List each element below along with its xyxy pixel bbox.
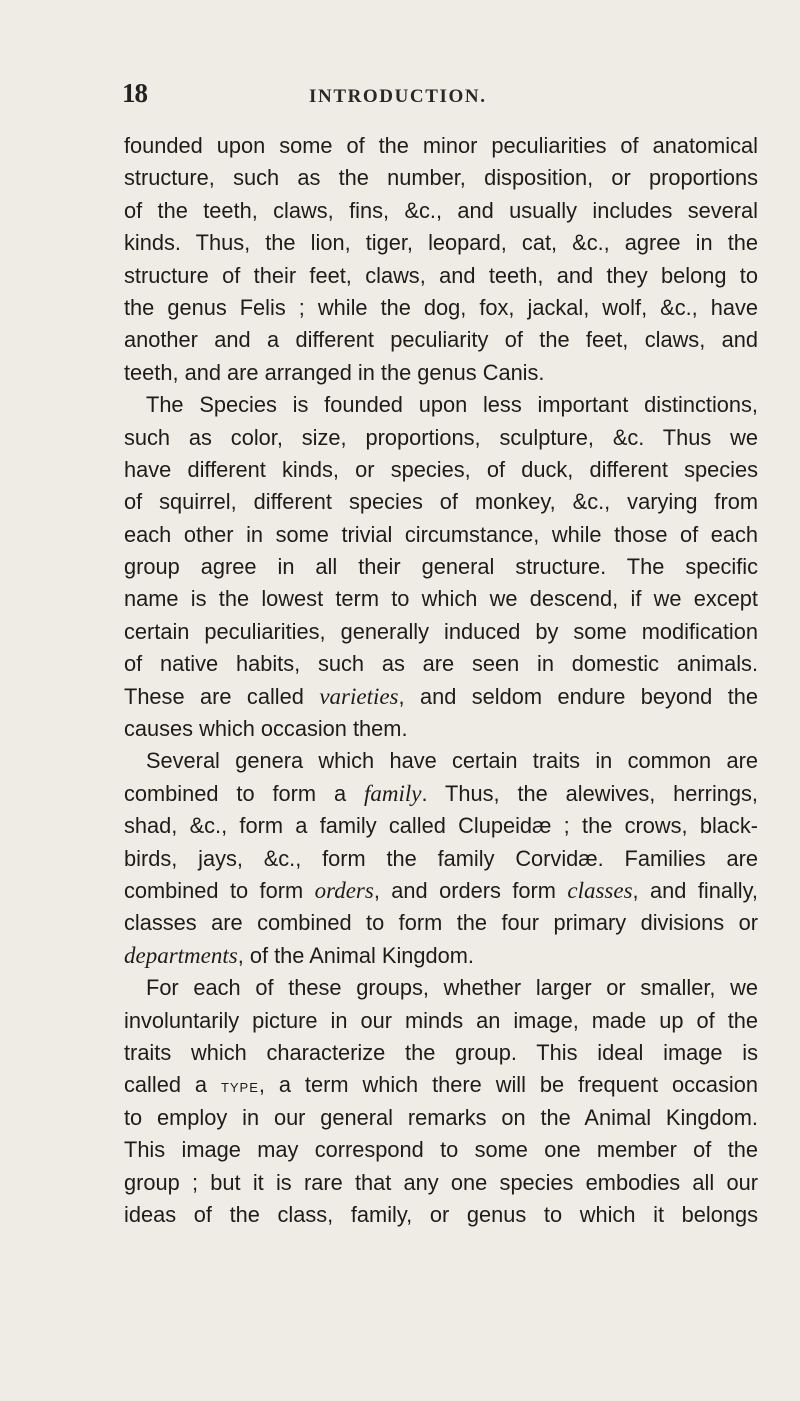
text-line xyxy=(124,519,758,551)
line-text: the genus Felis ; while the dog, fox, jackal, wolf, &c., have xyxy=(124,294,758,320)
italic-term: departments xyxy=(124,942,238,968)
text-line xyxy=(124,713,758,745)
line-text: ideas of the class, family, or genus to which it belongs xyxy=(124,1201,758,1227)
text-line xyxy=(124,1069,758,1101)
line-text: structure of their feet, claws, and teeth, and they belong to xyxy=(124,262,758,288)
line-text: group agree in all their general structure. The specific xyxy=(124,554,758,580)
text-line xyxy=(124,130,758,162)
text-line xyxy=(124,1102,758,1134)
text-line xyxy=(124,162,758,194)
text-line xyxy=(124,227,758,259)
line-text: such as color, size, proportions, sculpture, &c. Thus we xyxy=(124,424,758,450)
line-text: , and orders form xyxy=(373,877,568,903)
text-line xyxy=(124,195,758,227)
italic-term: classes xyxy=(567,877,633,903)
line-text: causes which occasion them. xyxy=(124,716,408,742)
text-line xyxy=(124,778,758,810)
line-text: For each of these groups, whether larger or smaller, we xyxy=(146,975,758,1001)
line-text: group ; but it is rare that any one species embodies all our xyxy=(124,1169,758,1195)
text-line xyxy=(124,1167,758,1199)
text-line xyxy=(124,324,758,356)
line-text: , of the Animal Kingdom. xyxy=(237,942,474,968)
italic-term: varieties xyxy=(319,683,399,709)
line-text: combined to form xyxy=(124,877,315,903)
line-text: of squirrel, different species of monkey, &c., varying from xyxy=(124,489,758,515)
text-line xyxy=(124,843,758,875)
text-line xyxy=(124,292,758,324)
line-text: Several genera which have certain traits in common are xyxy=(146,748,758,774)
line-text: to employ in our general remarks on the Animal Kingdom. xyxy=(124,1104,758,1130)
page-header xyxy=(0,78,800,108)
text-line xyxy=(124,422,758,454)
running-head: INTRODUCTION. xyxy=(309,86,487,107)
line-text: have different kinds, or species, of duck, different species xyxy=(124,456,758,482)
text-line xyxy=(124,551,758,583)
text-line xyxy=(124,1037,758,1069)
line-text: structure, such as the number, disposition, or proportions xyxy=(124,165,758,191)
line-text: , and finally, xyxy=(632,877,758,903)
text-line xyxy=(124,486,758,518)
line-text: shad, &c., form a family called Clupeidæ ; the crows, black- xyxy=(124,813,758,839)
line-text: These are called xyxy=(124,683,320,709)
text-line xyxy=(124,1199,758,1231)
line-text: each other in some trivial circumstance, while those of each xyxy=(124,521,758,547)
body-text xyxy=(124,130,758,1231)
text-line xyxy=(124,616,758,648)
text-line xyxy=(124,907,758,939)
line-text: , a term which there will be frequent occasion xyxy=(258,1072,759,1098)
line-text: classes are combined to form the four primary divisions or xyxy=(124,910,758,936)
line-text: kinds. Thus, the lion, tiger, leopard, cat, &c., agree in the xyxy=(124,230,758,256)
text-line xyxy=(124,454,758,486)
line-text: certain peculiarities, generally induced by some modification xyxy=(124,618,758,644)
line-text: The Species is founded upon less important distinctions, xyxy=(146,392,758,418)
small-caps-term: type xyxy=(220,1076,259,1098)
page-number: 18 xyxy=(122,78,147,108)
line-text: of the teeth, claws, fins, &c., and usually includes several xyxy=(124,197,758,223)
line-text: founded upon some of the minor peculiarities of anatomical xyxy=(124,133,758,158)
line-text: of native habits, such as are seen in domestic animals. xyxy=(124,651,758,677)
italic-term: orders xyxy=(314,877,374,903)
line-text: name is the lowest term to which we descend, if we except xyxy=(124,586,758,612)
text-line xyxy=(124,972,758,1004)
line-text: combined to form a xyxy=(124,780,364,806)
text-line xyxy=(124,583,758,615)
text-line xyxy=(124,681,758,713)
text-line xyxy=(124,357,758,389)
text-line xyxy=(124,1005,758,1037)
line-text: birds, jays, &c., form the family Corvidæ. Families are xyxy=(124,845,758,871)
text-line xyxy=(124,389,758,421)
line-text: another and a different peculiarity of the feet, claws, and xyxy=(124,327,758,353)
text-line xyxy=(124,940,758,972)
italic-term: family xyxy=(363,780,422,806)
text-line xyxy=(124,875,758,907)
line-text: traits which characterize the group. This ideal image is xyxy=(124,1039,758,1065)
line-text: involuntarily picture in our minds an image, made up of the xyxy=(124,1007,758,1033)
line-text: teeth, and are arranged in the genus Canis. xyxy=(124,359,545,385)
line-text: . Thus, the alewives, herrings, xyxy=(421,780,758,806)
text-line xyxy=(124,745,758,777)
line-text: called a xyxy=(124,1072,221,1098)
line-text: , and seldom endure beyond the xyxy=(398,683,759,709)
text-line xyxy=(124,648,758,680)
text-line xyxy=(124,810,758,842)
text-line xyxy=(124,1134,758,1166)
text-line xyxy=(124,260,758,292)
line-text: This image may correspond to some one member of the xyxy=(124,1137,758,1163)
